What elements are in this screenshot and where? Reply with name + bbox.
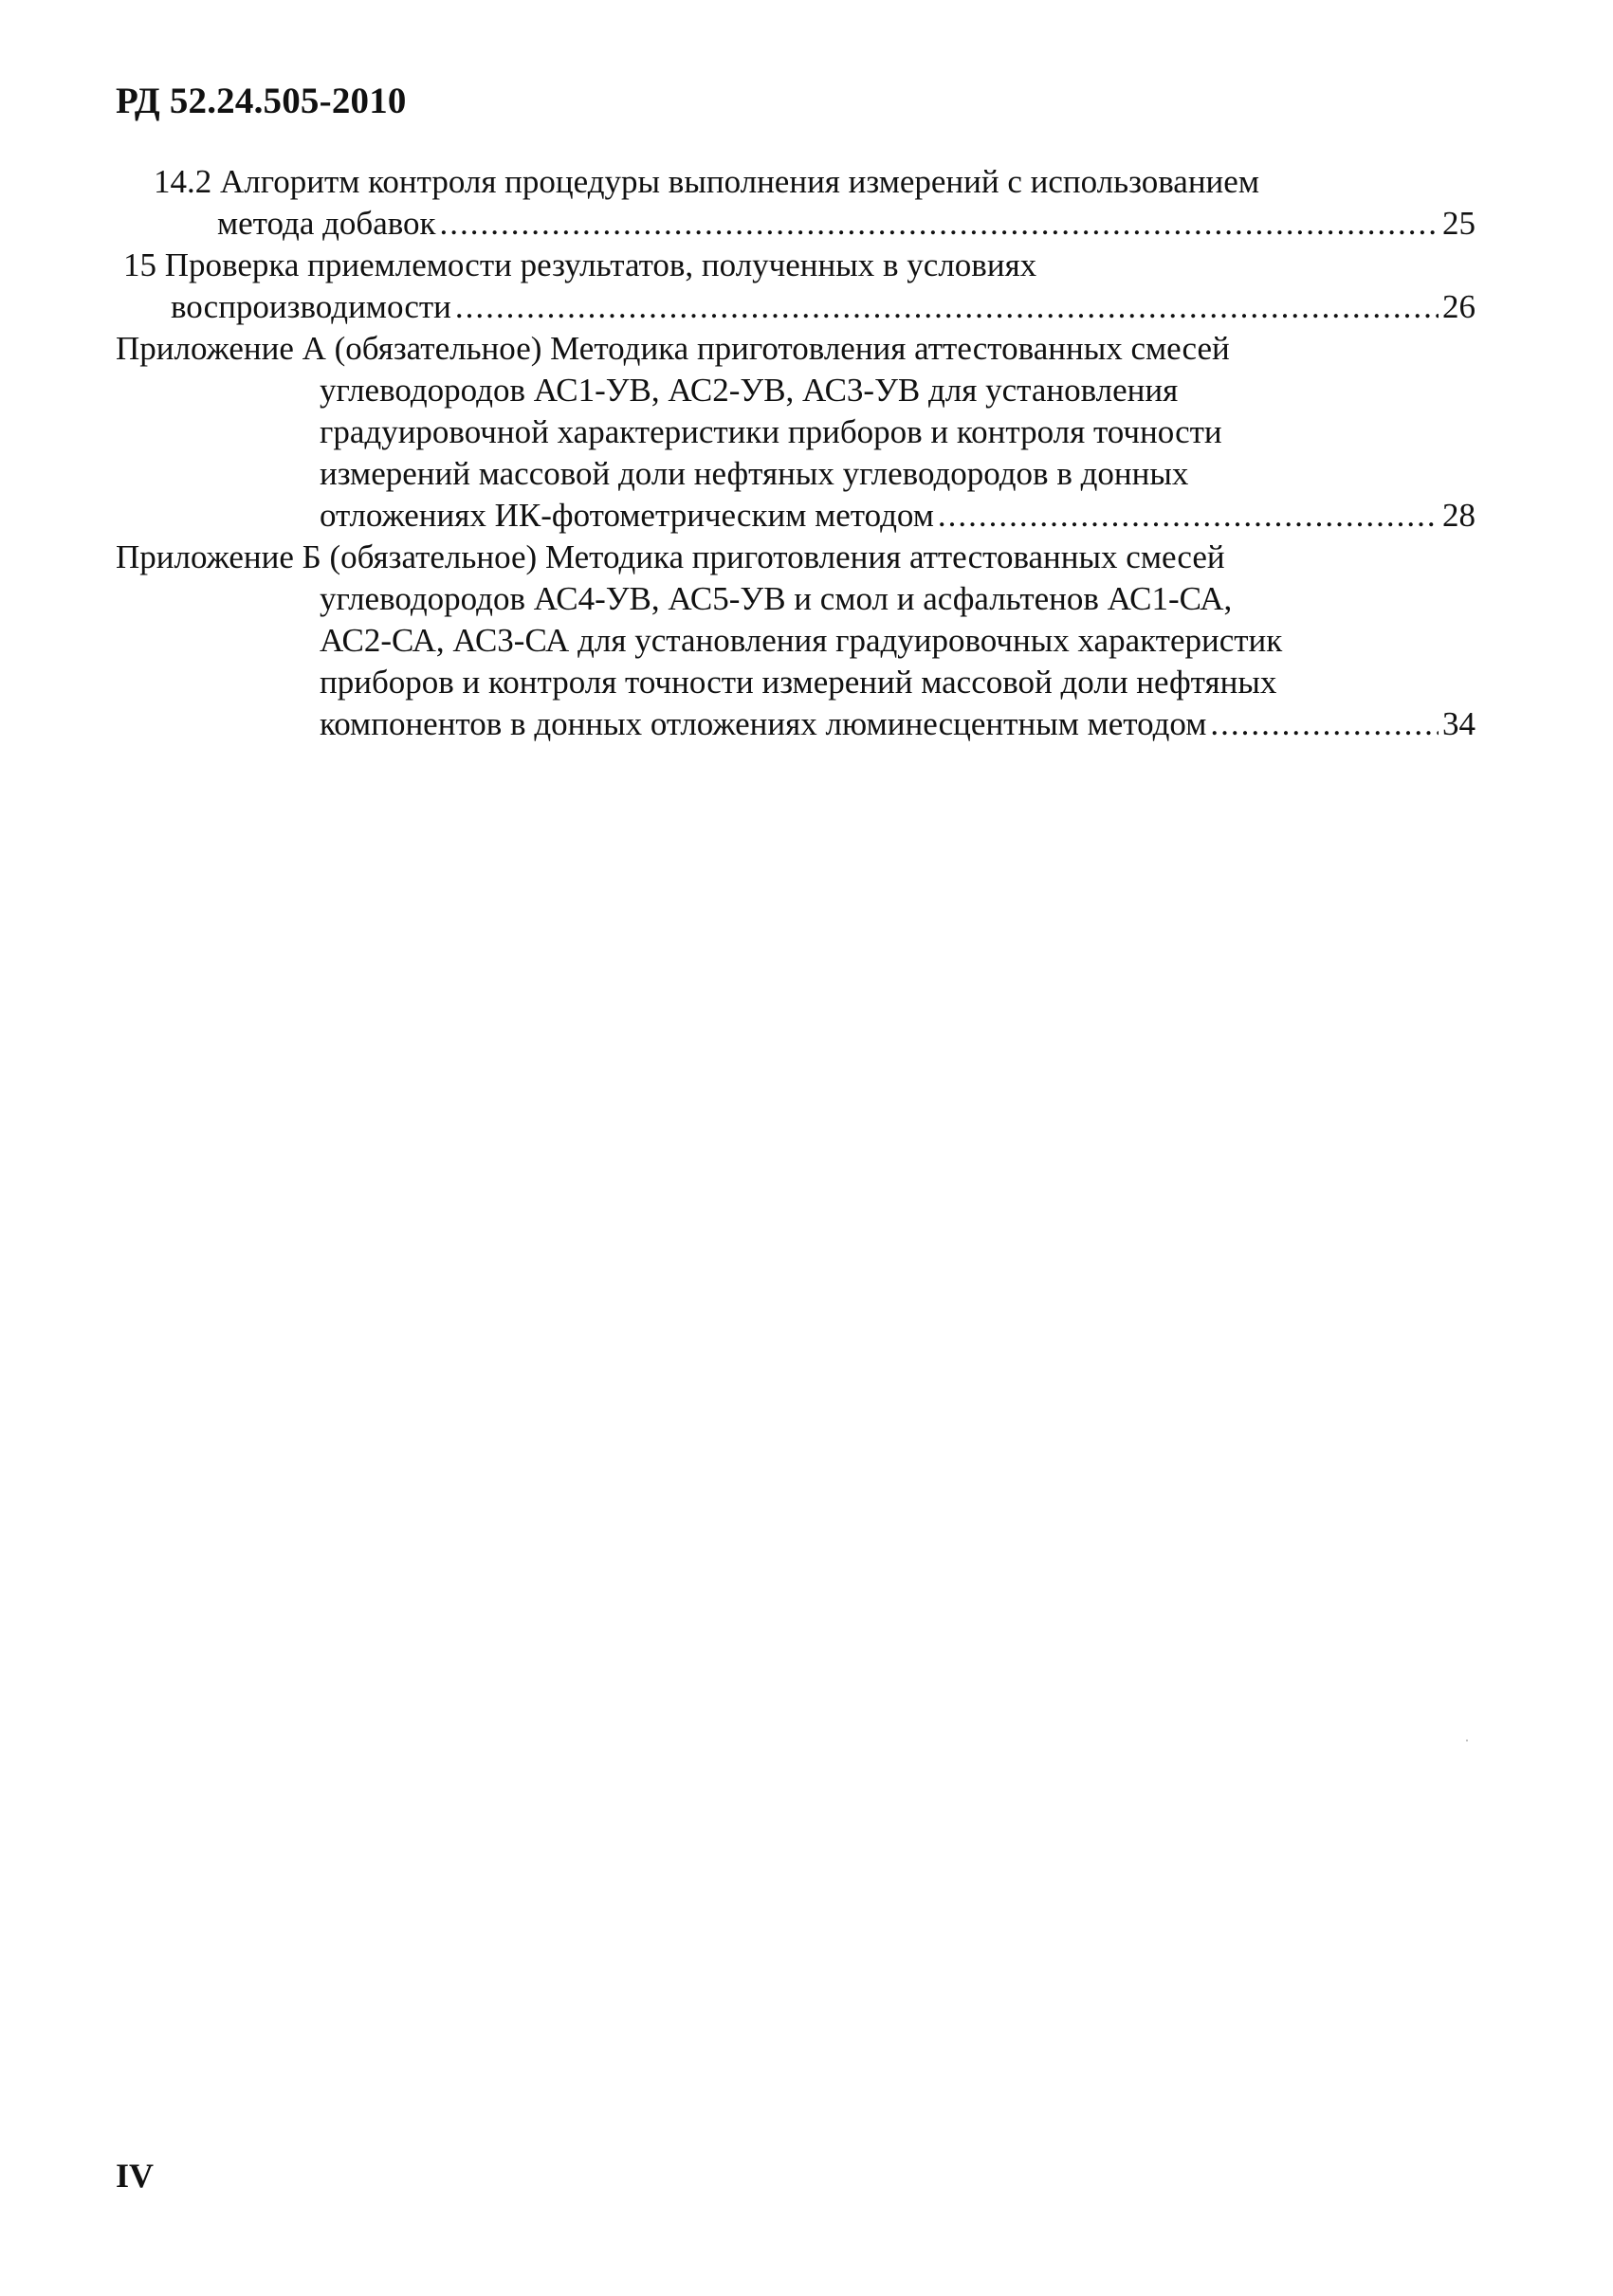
toc-entry-title-end: метода добавок [217,205,436,242]
toc-entry-title-end: воспроизводимости [171,288,451,325]
toc-entry-text: измерений массовой доли нефтяных углеводородов в донных [320,455,1189,492]
toc-entry-title-end: отложениях ИК-фотометрическим методом [320,497,934,534]
toc-page-number: 26 [1442,288,1476,325]
toc-entry-last-line [116,203,1476,245]
table-of-contents [116,161,1476,745]
scan-speck [1466,1740,1468,1741]
dot-leader [440,203,1439,245]
toc-entry-text: Приложение Б (обязательное) Методика приготовления аттестованных смесей [116,538,1225,575]
toc-entry-text: градуировочной характеристики приборов и контроля точности [320,413,1222,450]
toc-entry-title-end: компонентов в донных отложениях люминесцентным методом [320,705,1207,742]
toc-entry-text: АС2-СА, АС3-СА для установления градуировочных характеристик [320,622,1283,659]
toc-entry-text: Приложение А (обязательное) Методика приготовления аттестованных смесей [116,330,1230,367]
toc-entry-text: приборов и контроля точности измерений массовой доли нефтяных [320,664,1277,701]
toc-entry-14-2 [116,161,1476,245]
toc-entry-text: углеводородов АС4-УВ, АС5-УВ и смол и асфальтенов АС1-СА, [320,580,1233,617]
toc-entry-last-line [116,495,1476,537]
dot-leader [1210,703,1439,745]
toc-entry-text: 14.2 Алгоритм контроля процедуры выполнения измерений с использованием [154,163,1259,200]
toc-entry-text: углеводородов АС1-УВ, АС2-УВ, АС3-УВ для установления [320,372,1179,409]
toc-entry-text: 15 Проверка приемлемости результатов, полученных в условиях [123,246,1037,283]
page-number: IV [116,2157,155,2195]
toc-entry-appendix-a [116,328,1476,537]
document-code: РД 52.24.505-2010 [116,81,407,121]
toc-entry-15 [116,245,1476,328]
toc-entry-last-line [116,286,1476,328]
toc-entry-last-line [116,703,1476,745]
toc-page-number: 25 [1442,205,1476,242]
dot-leader [455,286,1439,328]
toc-page-number: 34 [1442,705,1476,742]
toc-page-number: 28 [1442,497,1476,534]
dot-leader [938,495,1439,537]
toc-entry-appendix-b [116,537,1476,745]
